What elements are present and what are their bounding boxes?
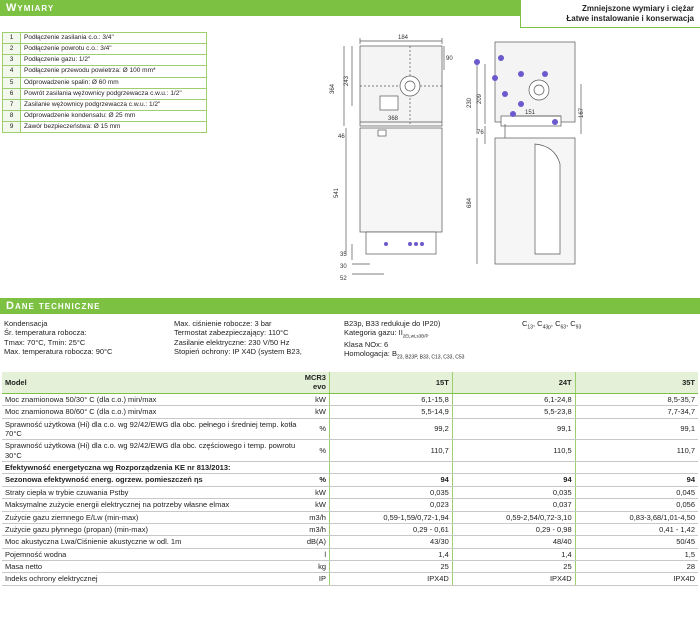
- spec-cell-v1: [329, 462, 452, 474]
- spec-cell-unit: m3/h: [302, 523, 330, 535]
- dim-label: 30: [340, 264, 347, 270]
- spec-cell-v1: 110,7: [329, 440, 452, 462]
- connection-row: [3, 110, 207, 121]
- dim-label: 52: [340, 276, 347, 282]
- spec-cell-unit: dB(A): [302, 536, 330, 548]
- connection-number: 3: [3, 55, 21, 66]
- spec-cell-v3: [575, 462, 698, 474]
- connection-number: 9: [3, 122, 21, 133]
- spec-cell-label: Moc akustyczna Lwa/Ciśnienie akustyczne w odl. 1m: [2, 536, 302, 548]
- spec-row: [2, 548, 698, 560]
- spec-header-v2: 24T: [452, 372, 575, 393]
- spec-cell-v2: 0,59-2,54/0,72-3,10: [452, 511, 575, 523]
- connection-number: 5: [3, 77, 21, 88]
- spec-cell-v3: 99,1: [575, 418, 698, 440]
- spec-cell-v3: 94: [575, 474, 698, 486]
- spec-cell-v3: 110,7: [575, 440, 698, 462]
- drawing-side-view: [465, 34, 590, 274]
- spec-cell-v3: 0,056: [575, 499, 698, 511]
- spec-cell-v2: 0,29 - 0,98: [452, 523, 575, 535]
- spec-row: [2, 523, 698, 535]
- connection-text: Podłączenie gazu: 1/2": [21, 55, 207, 66]
- spec-cell-v3: 8,5-35,7: [575, 393, 698, 405]
- spec-cell-v2: 99,1: [452, 418, 575, 440]
- spec-cell-v2: 1,4: [452, 548, 575, 560]
- spec-cell-unit: kW: [302, 486, 330, 498]
- dim-label: 243: [344, 75, 350, 86]
- spec-cell-unit: [302, 462, 330, 474]
- spec-cell-label: Moc znamionowa 50/30° C (dla c.o.) min/max: [2, 393, 302, 405]
- connection-row: [3, 55, 207, 66]
- spec-cell-label: Zużycie gazu płynnego (propan) (min-max): [2, 523, 302, 535]
- dim-label: 230: [467, 97, 473, 108]
- spec-cell-unit: kW: [302, 499, 330, 511]
- spec-cell-label: Masa netto: [2, 561, 302, 573]
- spec-cell-unit: l: [302, 548, 330, 560]
- spec-cell-label: Indeks ochrony elektrycznej: [2, 573, 302, 585]
- spec-row: [2, 486, 698, 498]
- connection-number: 2: [3, 44, 21, 55]
- spec-cell-v2: 110,5: [452, 440, 575, 462]
- notch-line-1: Zmniejszone wymiary i ciężar: [581, 4, 694, 13]
- connection-text: Odprowadzenie spalin: Ø 60 mm: [21, 77, 207, 88]
- spec-cell-v1: 0,29 - 0,61: [329, 523, 452, 535]
- spec-cell-v3: 0,83-3,68/1,01-4,50: [575, 511, 698, 523]
- spec-header-v3: 35T: [575, 372, 698, 393]
- spec-cell-unit: %: [302, 418, 330, 440]
- spec-row: [2, 474, 698, 486]
- spec-row: [2, 440, 698, 462]
- drawing-front-view: [330, 114, 450, 286]
- spec-cell-v1: 94: [329, 474, 452, 486]
- tech-line: Klasa NOx: 6: [344, 339, 389, 349]
- spec-cell-v1: 0,023: [329, 499, 452, 511]
- spec-row: [2, 418, 698, 440]
- connection-number: 8: [3, 110, 21, 121]
- spec-cell-v2: 6,1-24,8: [452, 393, 575, 405]
- connection-number: 4: [3, 66, 21, 77]
- spec-cell-label: Pojemność wodna: [2, 548, 302, 560]
- connection-text: Podłączenie zasilania c.o.: 3/4": [21, 33, 207, 44]
- spec-cell-label: Zużycie gazu ziemnego E/Lw (min-max): [2, 511, 302, 523]
- spec-row: [2, 406, 698, 418]
- spec-cell-unit: kW: [302, 406, 330, 418]
- spec-cell-label: Efektywność energetyczna wg Rozporządzenia KE nr 813/2013:: [2, 462, 302, 474]
- spec-cell-v3: 28: [575, 561, 698, 573]
- spec-row: [2, 499, 698, 511]
- notch-line-2: Łatwe instalowanie i konserwacja: [566, 14, 694, 23]
- spec-cell-v1: 99,2: [329, 418, 452, 440]
- connection-row: [3, 88, 207, 99]
- spec-cell-v1: 5,5-14,9: [329, 406, 452, 418]
- connection-row: [3, 99, 207, 110]
- spec-cell-unit: %: [302, 440, 330, 462]
- section-header-tech: [0, 298, 700, 314]
- spec-row: [2, 393, 698, 405]
- spec-cell-unit: kW: [302, 393, 330, 405]
- dim-label: 167: [579, 107, 585, 118]
- spec-cell-v2: 25: [452, 561, 575, 573]
- spec-cell-unit: %: [302, 474, 330, 486]
- spec-row: [2, 462, 698, 474]
- spec-cell-v2: 48/40: [452, 536, 575, 548]
- spec-row: [2, 536, 698, 548]
- spec-cell-v1: 0,035: [329, 486, 452, 498]
- spec-header-label: Model: [2, 372, 302, 393]
- dim-label: 368: [388, 116, 399, 122]
- dim-label: 209: [477, 93, 483, 104]
- dim-label: 184: [398, 35, 409, 41]
- spec-cell-v1: 43/30: [329, 536, 452, 548]
- tech-line: Termostat zabezpieczający: 110°C: [174, 328, 289, 338]
- spec-cell-v2: 94: [452, 474, 575, 486]
- spec-header-row: [2, 372, 698, 393]
- connection-row: [3, 122, 207, 133]
- spec-header-v1: 15T: [329, 372, 452, 393]
- connections-table: [2, 32, 207, 133]
- spec-cell-unit: IP: [302, 573, 330, 585]
- dim-label: 90: [446, 56, 453, 62]
- tech-line: Max. temperatura robocza: 90°C: [4, 347, 113, 357]
- spec-cell-v2: 0,037: [452, 499, 575, 511]
- dim-label: 76: [477, 130, 484, 136]
- spec-cell-label: Maksymalne zużycie energii elektrycznej na potrzeby własne elmax: [2, 499, 302, 511]
- spec-cell-v3: 50/45: [575, 536, 698, 548]
- spec-cell-v2: 5,5-23,8: [452, 406, 575, 418]
- section-title-dimensions: Wymiary: [6, 2, 55, 14]
- section-title-tech: Dane techniczne: [6, 300, 101, 312]
- tech-col-4: [522, 319, 581, 331]
- tech-line: Max. ciśnienie robocze: 3 bar: [174, 319, 272, 328]
- dim-label: 684: [467, 197, 473, 208]
- connection-number: 7: [3, 99, 21, 110]
- tech-line: Tmax: 70°C, Tmin: 25°C: [4, 337, 86, 347]
- tech-line: B23p, B33 redukuje do IP20): [344, 319, 441, 328]
- tech-col-1: [4, 319, 112, 357]
- connection-number: 6: [3, 88, 21, 99]
- dim-label: 151: [525, 110, 536, 116]
- spec-header-unit: MCR3 evo: [302, 372, 330, 393]
- connection-text: Odprowadzenie kondensatu: Ø 25 mm: [21, 110, 207, 121]
- spec-cell-v3: IPX4D: [575, 573, 698, 585]
- spec-cell-v3: 7,7-34,7: [575, 406, 698, 418]
- tech-line: Kondensacja: [4, 319, 48, 328]
- dim-label: 35: [340, 252, 347, 258]
- connection-row: [3, 33, 207, 44]
- tech-line: Stopień ochrony: IP X4D (system B23,: [174, 347, 302, 357]
- dim-label: 46: [338, 134, 345, 140]
- connection-row: [3, 77, 207, 88]
- tech-col-2: [174, 319, 302, 357]
- spec-cell-v1: 1,4: [329, 548, 452, 560]
- tech-line: Kategoria gazu: $II_{2ELwLs3B/P}$: [344, 328, 429, 339]
- spec-row: [2, 511, 698, 523]
- connection-text: Zasilanie wężownicy podgrzewacza c.w.u.: 1/2": [21, 99, 207, 110]
- spec-cell-v1: IPX4D: [329, 573, 452, 585]
- spec-cell-label: Sprawność użytkowa (Hi) dla c.o. wg 92/42/EWG dla obc. pełnego i średniej temp. kotła 70°C: [2, 418, 302, 440]
- spec-cell-v2: IPX4D: [452, 573, 575, 585]
- spec-table: [2, 372, 698, 586]
- spec-cell-v1: 25: [329, 561, 452, 573]
- connection-number: 1: [3, 33, 21, 44]
- connection-text: Powrót zasilania wężownicy podgrzewacza c.w.u.: 1/2": [21, 88, 207, 99]
- tech-line: Zasilanie elektryczne: 230 V/50 Hz: [174, 337, 290, 347]
- spec-cell-v2: [452, 462, 575, 474]
- connection-text: Zawór bezpieczeństwa: Ø 15 mm: [21, 122, 207, 133]
- spec-cell-unit: m3/h: [302, 511, 330, 523]
- connection-row: [3, 44, 207, 55]
- tech-line: Śr. temperatura robocza:: [4, 328, 87, 338]
- tech-col-3: [344, 319, 464, 361]
- dim-label: 541: [334, 187, 340, 198]
- spec-cell-label: Sprawność użytkowa (Hi) dla c.o. wg 92/42/EWG dla obc. częściowego i temp. powrotu 30°C: [2, 440, 302, 462]
- spec-row: [2, 573, 698, 585]
- spec-cell-v3: 1,5: [575, 548, 698, 560]
- connection-text: Podłączenie przewodu powietrza: Ø 100 mm*: [21, 66, 207, 77]
- tech-line: Homologacja: $B_{23, B23P, B33, C13, C33, C53}$: [344, 348, 465, 361]
- spec-cell-v2: 0,035: [452, 486, 575, 498]
- spec-cell-v1: 6,1-15,8: [329, 393, 452, 405]
- connection-text: Podłączenie powrotu c.o.: 3/4": [21, 44, 207, 55]
- spec-cell-unit: kg: [302, 561, 330, 573]
- connection-row: [3, 66, 207, 77]
- spec-cell-label: Moc znamionowa 80/60° C (dla c.o.) min/max: [2, 406, 302, 418]
- spec-cell-label: Straty ciepła w trybie czuwania Pstby: [2, 486, 302, 498]
- spec-cell-v1: 0,59-1,59/0,72-1,94: [329, 511, 452, 523]
- dim-label: 364: [330, 83, 336, 94]
- spec-cell-v3: 0,045: [575, 486, 698, 498]
- spec-cell-label: Sezonowa efektywność energ. ogrzew. pomieszczeń ηs: [2, 474, 302, 486]
- tech-line: $C_{13}$, $C_{43p}$, $C_{63}$, $C_{93}$: [522, 319, 582, 331]
- spec-row: [2, 561, 698, 573]
- spec-cell-v3: 0,41 - 1,42: [575, 523, 698, 535]
